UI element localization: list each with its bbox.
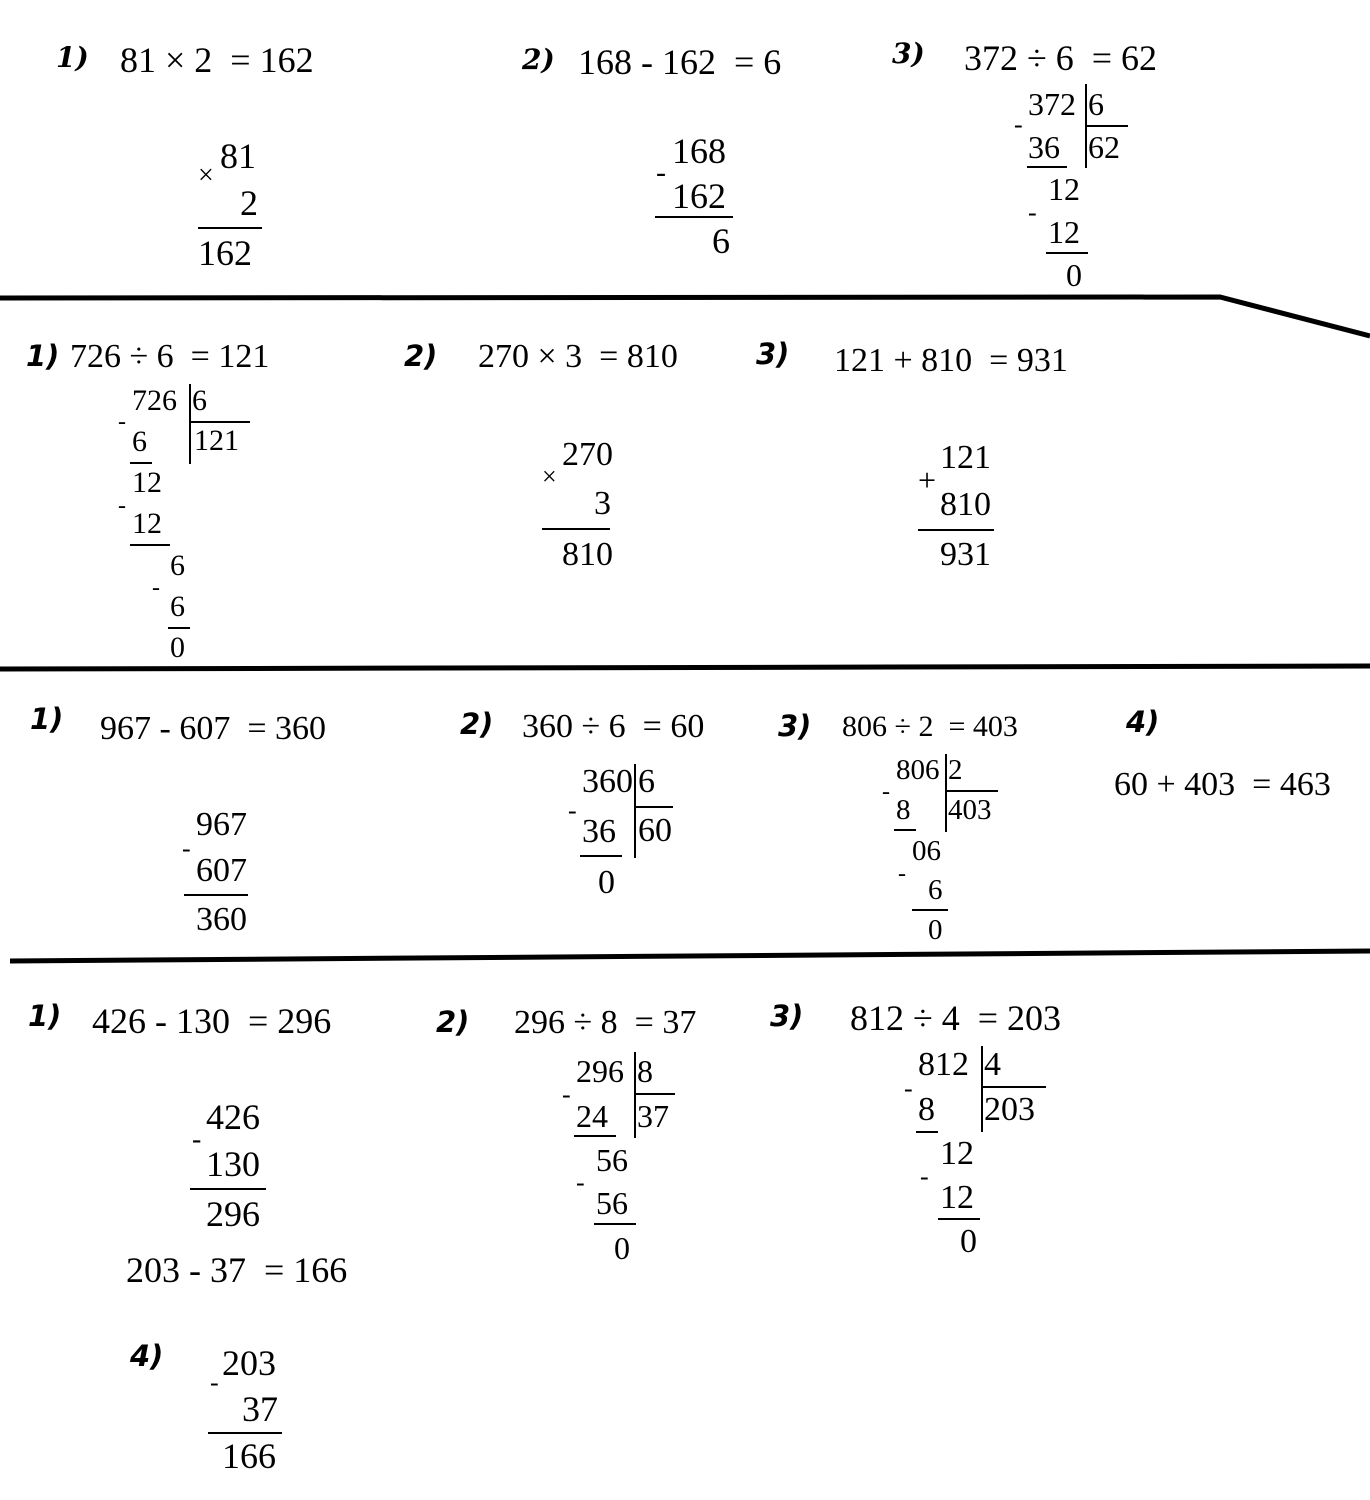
- division-row: 0: [928, 914, 943, 946]
- equation: 372 ÷ 6 = 62: [964, 38, 1158, 78]
- quotient: 37: [637, 1098, 669, 1134]
- division-row: 56: [596, 1185, 628, 1221]
- step-label: 4): [1126, 705, 1160, 739]
- dividend: 726: [132, 384, 177, 417]
- row-line: [894, 829, 916, 831]
- equation: 806 ÷ 2 = 403: [842, 710, 1018, 743]
- operand-top: 168: [672, 131, 726, 171]
- step-label: 3): [756, 337, 790, 371]
- equation: 967 - 607 = 360: [100, 710, 326, 747]
- division-row: 36: [1028, 129, 1060, 165]
- minus-sign: -: [898, 861, 906, 887]
- minus-sign: -: [1028, 198, 1037, 227]
- division-row: 56: [596, 1142, 628, 1178]
- divisor: 2: [948, 754, 963, 786]
- operand-bottom: 810: [940, 486, 991, 523]
- quotient: 203: [984, 1091, 1035, 1128]
- row-line: [574, 1135, 616, 1137]
- division-bar: [634, 764, 636, 858]
- equation: 296 ÷ 8 = 37: [514, 1004, 697, 1041]
- operand-top: 121: [940, 439, 991, 476]
- step-label: 1): [56, 41, 89, 74]
- step-label: 1): [28, 999, 62, 1033]
- operand-top: 81: [220, 136, 256, 176]
- sum-line: [542, 528, 610, 530]
- operand-top: 203: [222, 1343, 276, 1383]
- dividend: 296: [576, 1053, 624, 1089]
- quotient-line: [190, 421, 250, 423]
- equation: 203 - 37 = 166: [126, 1250, 348, 1290]
- dividend: 806: [896, 754, 940, 786]
- minus-sign: -: [562, 1080, 571, 1109]
- division-row: 0: [170, 631, 185, 664]
- division-row: 6: [170, 590, 185, 623]
- result: 931: [940, 536, 991, 573]
- step-label: 2): [436, 1005, 470, 1039]
- division-row: 0: [960, 1223, 977, 1260]
- division-row: 12: [940, 1179, 974, 1216]
- division-bar: [189, 384, 191, 464]
- row-line: [594, 1223, 636, 1225]
- minus-sign: -: [1014, 110, 1023, 139]
- operand-bottom: 130: [206, 1144, 260, 1184]
- equation: 168 - 162 = 6: [578, 42, 782, 82]
- operand-bottom: 37: [242, 1389, 278, 1429]
- divisor: 4: [984, 1046, 1001, 1083]
- divisor: 8: [637, 1053, 653, 1089]
- division-row: 36: [582, 813, 616, 850]
- quotient: 403: [948, 794, 992, 826]
- row-line: [912, 909, 948, 911]
- minus-sign: -: [118, 493, 126, 519]
- difference-line: [190, 1188, 266, 1190]
- result: 296: [206, 1194, 260, 1234]
- sum-line: [918, 529, 994, 531]
- equation: 121 + 810 = 931: [834, 342, 1068, 379]
- division-row: 8: [896, 794, 911, 826]
- operand-bottom: 3: [594, 485, 611, 522]
- minus-sign: -: [182, 834, 191, 863]
- division-row: 0: [598, 864, 615, 901]
- minus-sign: -: [656, 156, 666, 189]
- division-row: 12: [1048, 171, 1080, 207]
- result: 162: [198, 233, 252, 273]
- step-label: 3): [778, 709, 812, 743]
- row-line: [130, 544, 170, 546]
- division-row: 24: [576, 1098, 608, 1134]
- step-label: 2): [404, 339, 438, 373]
- minus-sign: -: [210, 1368, 219, 1397]
- equation: 812 ÷ 4 = 203: [850, 998, 1062, 1038]
- row-line: [130, 462, 152, 464]
- step-label: 4): [130, 1339, 164, 1373]
- separator-line: [0, 666, 1370, 669]
- quotient: 62: [1088, 129, 1120, 165]
- equation: 360 ÷ 6 = 60: [522, 708, 705, 745]
- division-row: 12: [940, 1135, 974, 1172]
- multiply-sign: ×: [198, 160, 214, 191]
- division-row: 12: [132, 507, 162, 540]
- multiply-sign: ×: [542, 462, 557, 491]
- plus-sign: +: [918, 462, 937, 498]
- difference-line: [184, 894, 248, 896]
- division-row: 6: [170, 549, 185, 582]
- quotient: 60: [638, 812, 672, 849]
- division-bar: [634, 1052, 636, 1138]
- division-row: 6: [928, 874, 943, 906]
- divisor: 6: [638, 763, 655, 800]
- operand-bottom: 607: [196, 852, 247, 889]
- divisor: 6: [1088, 86, 1104, 122]
- separator-line: [0, 297, 1370, 336]
- equation: 726 ÷ 6 = 121: [70, 338, 270, 375]
- equation: 426 - 130 = 296: [92, 1001, 332, 1041]
- operand-top: 426: [206, 1097, 260, 1137]
- operand-bottom: 162: [672, 176, 726, 216]
- dividend: 372: [1028, 86, 1076, 122]
- quotient-line: [635, 1093, 675, 1095]
- division-row: 06: [912, 835, 941, 867]
- minus-sign: -: [904, 1074, 913, 1103]
- row-line: [938, 1218, 980, 1220]
- dividend: 812: [918, 1046, 969, 1083]
- division-row: 0: [1066, 257, 1082, 293]
- result: 166: [222, 1436, 276, 1476]
- minus-sign: -: [568, 796, 577, 825]
- division-row: 12: [1048, 214, 1080, 250]
- step-label: 3): [892, 37, 925, 70]
- minus-sign: -: [192, 1124, 202, 1155]
- row-line: [916, 1131, 938, 1133]
- division-row: 6: [132, 425, 147, 458]
- operand-bottom: 2: [240, 183, 258, 223]
- operand-top: 967: [196, 806, 247, 843]
- division-row: 12: [132, 466, 162, 499]
- minus-sign: -: [882, 779, 890, 805]
- division-row: 8: [918, 1091, 935, 1128]
- minus-sign: -: [152, 575, 160, 601]
- separator-line: [10, 951, 1370, 961]
- row-line: [580, 855, 622, 857]
- dividend: 360: [582, 763, 633, 800]
- row-line: [168, 627, 190, 629]
- division-bar: [945, 754, 947, 832]
- quotient-line: [635, 806, 673, 808]
- step-label: 2): [522, 43, 555, 76]
- division-bar: [981, 1046, 983, 1132]
- difference-line: [208, 1432, 282, 1434]
- step-label: 1): [30, 702, 64, 736]
- step-label: 3): [770, 999, 804, 1033]
- step-label: 2): [460, 707, 494, 741]
- operand-top: 270: [562, 436, 613, 473]
- quotient-line: [982, 1086, 1046, 1088]
- minus-sign: -: [118, 409, 126, 435]
- divisor: 6: [192, 384, 207, 417]
- quotient: 121: [194, 424, 239, 457]
- equation: 60 + 403 = 463: [1114, 766, 1331, 803]
- minus-sign: -: [920, 1162, 929, 1191]
- result: 6: [712, 221, 730, 261]
- quotient-line: [946, 790, 998, 792]
- minus-sign: -: [576, 1168, 585, 1197]
- result: 360: [196, 901, 247, 938]
- equation: 270 × 3 = 810: [478, 338, 678, 375]
- step-label: 1): [26, 339, 60, 373]
- result: 810: [562, 536, 613, 573]
- equation: 81 × 2 = 162: [120, 40, 314, 80]
- division-row: 0: [614, 1230, 630, 1266]
